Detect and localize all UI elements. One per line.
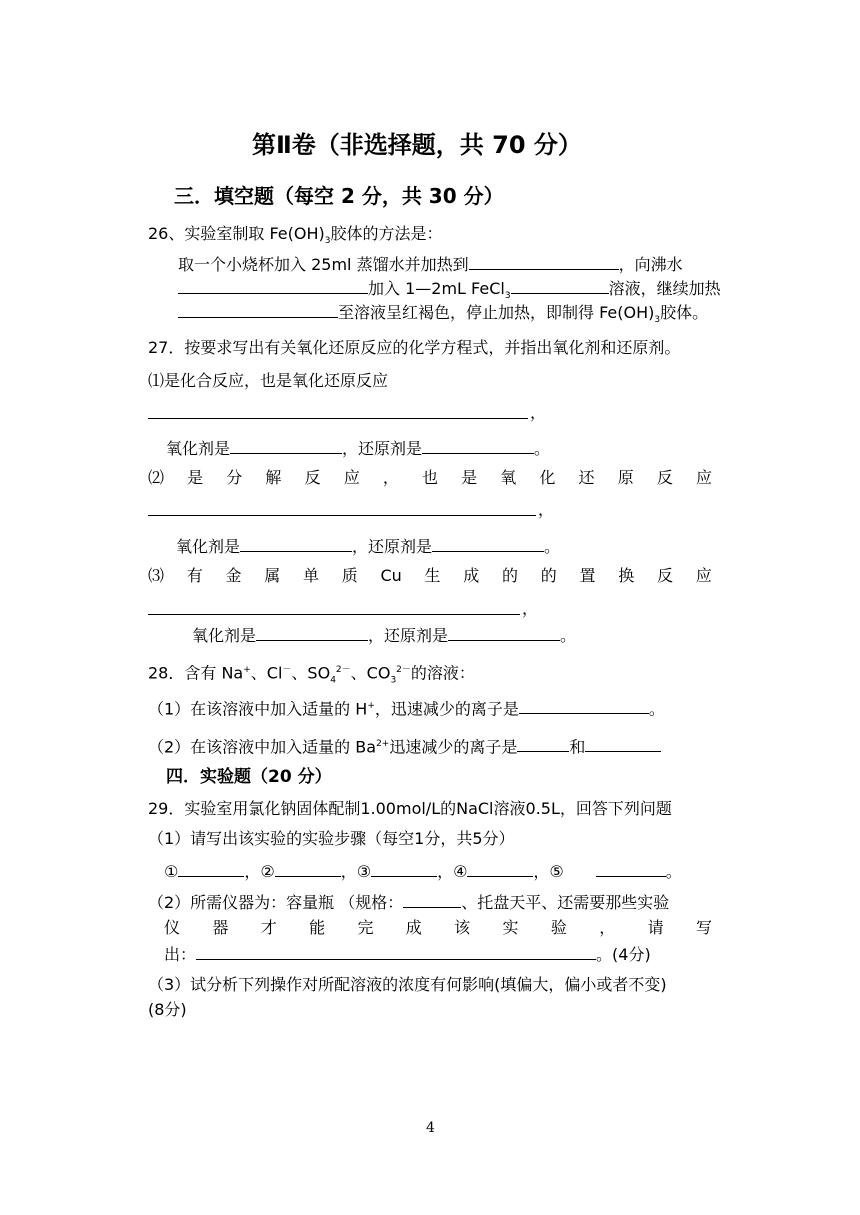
question-28-sub-1: （1）在该溶液中加入适量的 H+，迅速减少的离子是 。 (148, 699, 665, 719)
step-blank[interactable] (596, 860, 666, 877)
question-27-part-2: ⑵ 是 分 解 反 应 ， 也 是 氧 化 还 原 反 应 (148, 468, 712, 487)
question-29-sub-3-points: (8分) (148, 1000, 187, 1019)
question-27-part-1: ⑴是化合反应，也是氧化还原反应 (148, 371, 389, 390)
page-title: 第Ⅱ卷（非选择题，共 70 分） (252, 131, 582, 159)
oxidant-blank[interactable] (256, 624, 368, 641)
question-26-line-3: 至溶液呈红褐色，停止加热，即制得 $Fe(OH)_3$胶体。 (178, 301, 708, 331)
oxidant-line-3: 氧化剂是 ，还原剂是 。 (192, 626, 577, 645)
question-26-heading: 26、实验室制取 $Fe(OH)_3$胶体的方法是： (148, 224, 443, 247)
comma: ， (538, 500, 555, 519)
answer-blank[interactable] (519, 697, 649, 714)
answer-blank[interactable] (585, 735, 661, 752)
step-blank[interactable] (178, 860, 244, 877)
question-28-heading: 28．含有 Na+、Cl－、$SO_4^{2-}$、$CO_3^{2-}$的溶液： (148, 663, 475, 686)
answer-blank[interactable] (469, 253, 619, 270)
step-blank[interactable] (467, 860, 533, 877)
question-28-sub-2: （2）在该溶液中加入适量的 $Ba^{2+}$迅速减少的离子是 和 (148, 733, 661, 758)
oxidant-blank[interactable] (230, 437, 342, 454)
section-heading-fill-in: 三．填空题（每空 2 分，共 30 分） (174, 184, 504, 208)
equation-blank-3[interactable] (148, 614, 520, 615)
answer-blank[interactable] (511, 277, 609, 294)
answer-blank[interactable] (178, 277, 368, 294)
oxidant-blank[interactable] (240, 535, 352, 552)
answer-blank[interactable] (178, 301, 338, 318)
question-29-heading: 29．实验室用氯化钠固体配制1.00mol/L的NaCl溶液0.5L，回答下列问题 (148, 799, 672, 818)
reductant-blank[interactable] (448, 624, 560, 641)
question-29-sub-3: （3）试分析下列操作对所配溶液的浓度有何影响(填偏大，偏小或者不变) (148, 975, 667, 994)
oxidant-line-1: 氧化剂是 ，还原剂是 。 (166, 439, 551, 458)
equation-blank-2[interactable] (148, 515, 536, 516)
comma: ， (522, 599, 539, 618)
comma: ， (530, 403, 547, 422)
question-29-sub-2-cont: 仪 器 才 能 完 成 该 实 验 ， 请 写 (164, 918, 712, 937)
spec-blank[interactable] (403, 891, 461, 908)
section-heading-experiment: 四．实验题（20 分） (166, 767, 332, 787)
question-29-sub-2-end: 出： 。(4分) (164, 945, 651, 964)
step-blank[interactable] (275, 860, 341, 877)
question-29-sub-2: （2）所需仪器为：容量瓶 （规格： 、托盘天平、还需要那些实验 (148, 893, 670, 912)
question-26-line-2: 加入 1—2mL FeCl$_3$ 溶液，继续加热 (178, 277, 721, 307)
reductant-blank[interactable] (432, 535, 544, 552)
question-29-steps: ① ，② ，③ ，④ ，⑤ 。 (164, 862, 682, 881)
page-number: 4 (426, 1120, 435, 1136)
step-blank[interactable] (371, 860, 437, 877)
instrument-blank[interactable] (196, 943, 596, 960)
oxidant-line-2: 氧化剂是 ，还原剂是 。 (176, 537, 561, 556)
equation-blank-1[interactable] (148, 418, 528, 419)
question-27-part-3: ⑶ 有 金 属 单 质 Cu 生 成 的 的 置 换 反 应 (148, 566, 712, 585)
reductant-blank[interactable] (422, 437, 534, 454)
question-27-heading: 27．按要求写出有关氧化还原反应的化学方程式，并指出氧化剂和还原剂。 (148, 338, 681, 357)
question-29-sub-1: （1）请写出该实验的实验步骤（每空1分，共5分） (148, 829, 515, 848)
answer-blank[interactable] (517, 735, 569, 752)
question-26-line-1: 取一个小烧杯加入 25ml 蒸馏水并加热到 ，向沸水 (178, 255, 683, 274)
